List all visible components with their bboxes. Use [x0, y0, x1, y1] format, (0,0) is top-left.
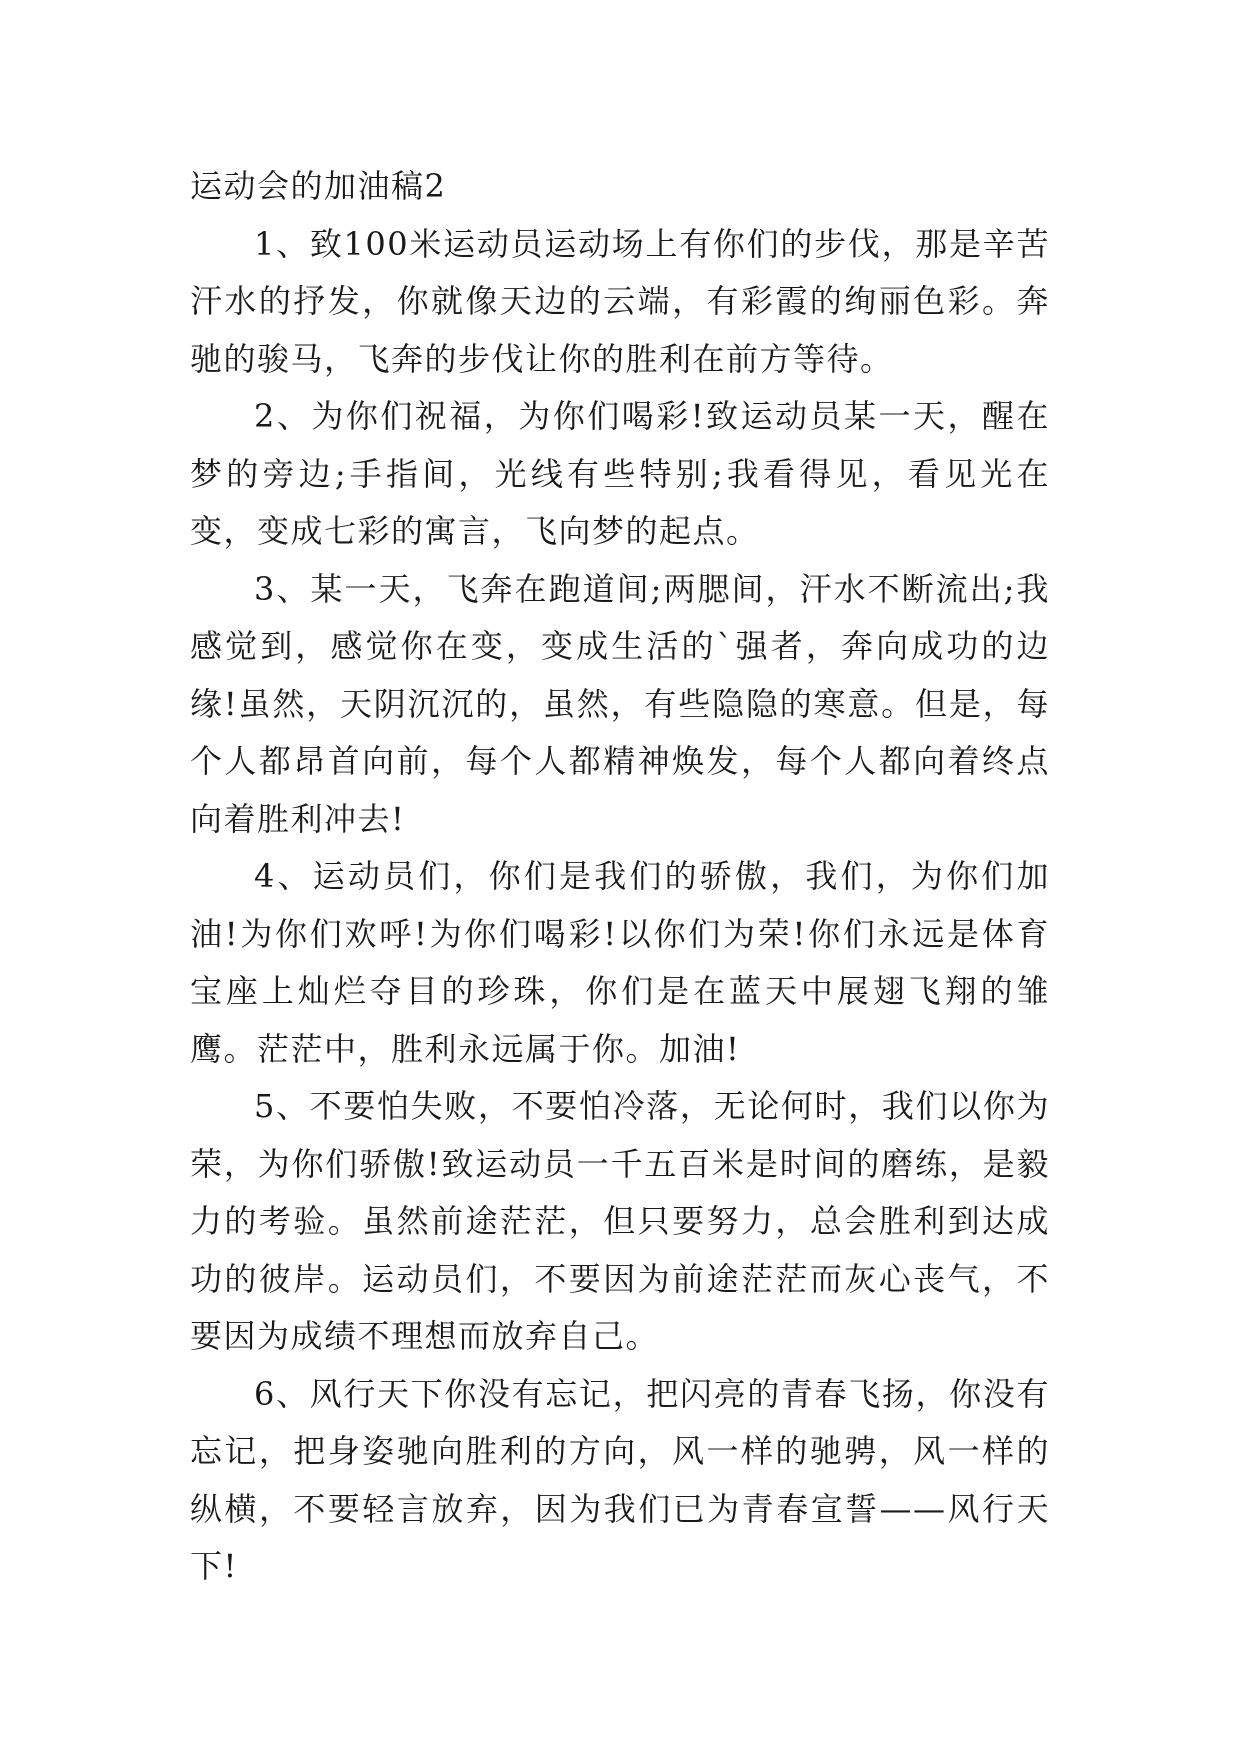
paragraph-4: 4、运动员们，你们是我们的骄傲，我们，为你们加油!为你们欢呼!为你们喝彩!以你们为荣!你们永远是体育宝座上灿烂夺目的珍珠，你们是在蓝天中展翅飞翔的雏鹰。茫茫中，胜利永远属于你。加油!	[190, 857, 1050, 1068]
paragraph-3: 3、某一天，飞奔在跑道间;两腮间，汗水不断流出;我感觉到，感觉你在变，变成生活的`强者，奔向成功的边缘!虽然，天阴沉沉的，虽然，有些隐隐的寒意。但是，每个人都昂首向前，每个人都精神焕发，每个人都向着终点向着胜利冲去!	[190, 569, 1050, 838]
document-title: 运动会的加油稿2	[190, 167, 447, 205]
paragraph-2: 2、为你们祝福，为你们喝彩!致运动员某一天，醒在梦的旁边;手指间，光线有些特别;我看得见，看见光在变，变成七彩的寓言，飞向梦的起点。	[190, 397, 1050, 550]
paragraph-1: 1、致100米运动员运动场上有你们的步伐，那是辛苦汗水的抒发，你就像天边的云端，有彩霞的绚丽色彩。奔驰的骏马，飞奔的步伐让你的胜利在前方等待。	[190, 224, 1050, 378]
paragraph-5: 5、不要怕失败，不要怕冷落，无论何时，我们以你为荣，为你们骄傲!致运动员一千五百米是时间的磨练，是毅力的考验。虽然前途茫茫，但只要努力，总会胜利到达成功的彼岸。运动员们，不要因为前途茫茫而灰心丧气，不要因为成绩不理想而放弃自己。	[190, 1087, 1050, 1355]
document-body	[190, 158, 1050, 1596]
paragraph-6: 6、风行天下你没有忘记，把闪亮的青春飞扬，你没有忘记，把身姿驰向胜利的方向，风一样的驰骋，风一样的纵横，不要轻言放弃，因为我们已为青春宣誓——风行天下!	[190, 1374, 1050, 1585]
